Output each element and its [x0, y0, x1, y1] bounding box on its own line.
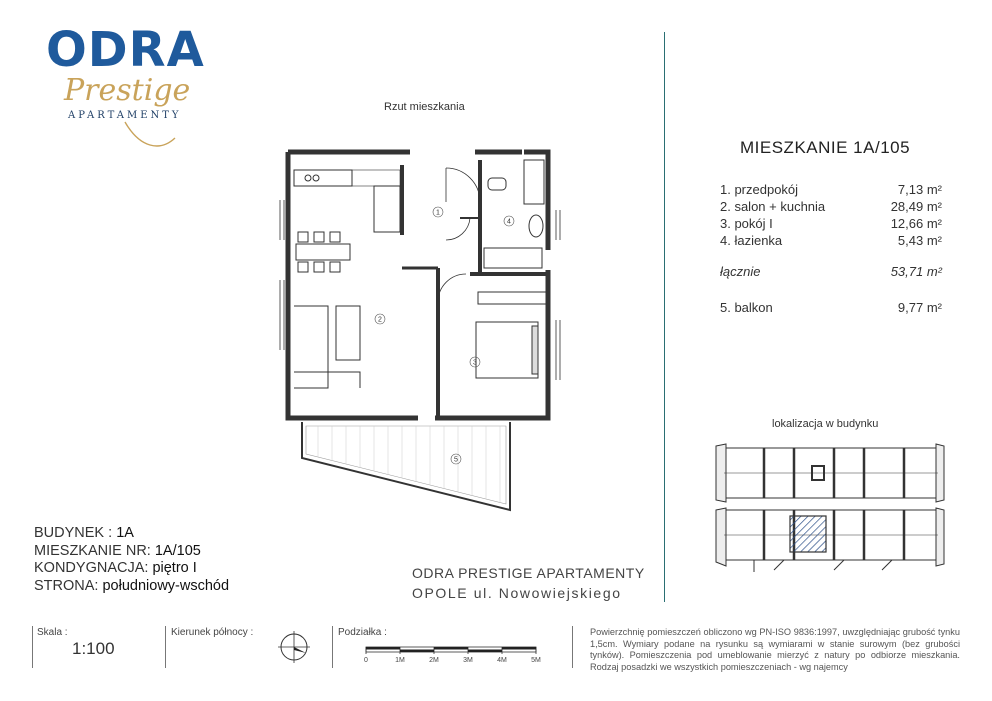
room-name: 3. pokój I [720, 216, 773, 231]
footer-note: Powierzchnię pomieszczeń obliczono wg PN-ISO 9836:1997, uwzględniając grubość tynku 1,5cm. Wymiary podane na rysunku są wymiarami w stanie surowym (bez grubości tynków). Pomieszczenia pod umeblowanie mierzyć z natury po odbiorze mieszkania. Rodzaj posadzki we wszystkich pomieszczeniach - wg najemcy [590, 627, 960, 672]
project-block [412, 563, 645, 603]
side-label: STRONA: [34, 577, 99, 594]
location-title: lokalizacja w budynku [772, 418, 879, 430]
room-row [720, 198, 942, 215]
room-name: 1. przedpokój [720, 182, 799, 197]
balcony-label: 5. balkon [720, 300, 773, 315]
plan-title: Rzut mieszkania [384, 101, 465, 113]
footer-divider [32, 626, 33, 668]
room-row [720, 232, 942, 249]
balcony-area: 9,77 m² [897, 300, 942, 315]
north-label: Kierunek północy : [171, 627, 254, 638]
room-number-3: 3 [473, 359, 477, 367]
balcony-row [720, 299, 942, 316]
building-value: 1A [116, 525, 134, 541]
gauge-label: Podziałka : [338, 627, 387, 638]
gauge-tick: 5M [531, 657, 541, 664]
total-label: łącznie [720, 264, 761, 279]
apartment-info [34, 525, 229, 595]
apartment-title: MIESZKANIE 1A/105 [740, 138, 911, 157]
scale-label: Skala : [37, 627, 68, 638]
gauge-tick: 3M [463, 657, 473, 664]
gauge-tick: 1M [395, 657, 405, 664]
compass-north-icon [276, 629, 312, 665]
gauge-tick: 2M [429, 657, 439, 664]
room-number-1: 1 [436, 209, 440, 217]
floor-plan [270, 140, 570, 520]
room-number-5: 5 [454, 456, 458, 464]
total-row [720, 263, 942, 280]
footer-divider [165, 626, 166, 668]
footer-divider [572, 626, 573, 668]
room-row [720, 215, 942, 232]
building-label: BUDYNEK : [34, 525, 113, 541]
room-number-2: 2 [378, 316, 382, 324]
room-list [720, 181, 942, 316]
room-area: 12,66 m² [890, 216, 942, 231]
room-area: 28,49 m² [890, 199, 942, 214]
floor-value: piętro I [152, 560, 197, 576]
room-row [720, 181, 942, 198]
room-area: 5,43 m² [897, 233, 942, 248]
room-number-4: 4 [507, 218, 511, 226]
logo-swash-icon [120, 118, 180, 152]
apartment-number-label: MIESZKANIE NR: [34, 542, 151, 559]
room-name: 2. salon + kuchnia [720, 199, 826, 214]
building-location-map [714, 440, 946, 572]
footer-divider [332, 626, 333, 668]
room-area: 7,13 m² [897, 182, 942, 197]
total-area: 53,71 m² [890, 264, 942, 279]
gauge-tick: 0 [364, 657, 368, 664]
scale-value: 1:100 [72, 639, 115, 658]
logo-script: Prestige [64, 73, 191, 108]
logo-brand: ODRA [46, 22, 205, 78]
apartment-number-value: 1A/105 [154, 542, 201, 559]
project-name: ODRA PRESTIGE APARTAMENTY [412, 565, 645, 581]
side-value: południowy-wschód [102, 577, 230, 594]
project-address: OPOLE ul. Nowowiejskiego [412, 585, 622, 601]
gauge-tick: 4M [497, 657, 507, 664]
logo-subtitle: APARTAMENTY [68, 110, 182, 121]
scale-gauge [360, 646, 546, 668]
room-name: 4. łazienka [720, 233, 783, 248]
column-divider [664, 32, 665, 602]
floor-label: KONDYGNACJA: [34, 560, 149, 576]
